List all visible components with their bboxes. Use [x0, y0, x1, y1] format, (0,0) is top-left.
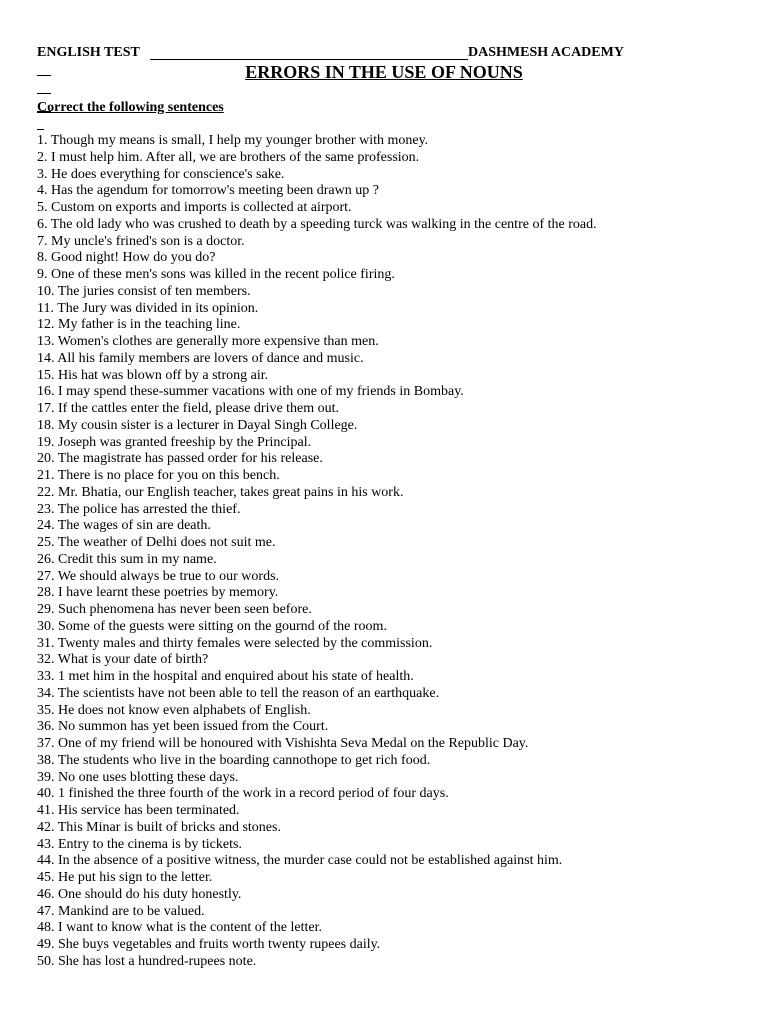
page-title: ERRORS IN THE USE OF NOUNS [245, 62, 523, 82]
sentence-item: 23. The police has arrested the thief. [37, 501, 241, 517]
sentence-item: 46. One should do his duty honestly. [37, 886, 242, 902]
sentence-item: 33. 1 met him in the hospital and enquired about his state of health. [37, 669, 414, 684]
sentence-item: 36. No summon has yet been issued from the Court. [37, 719, 329, 735]
sentence-item: 28. I have learnt these poetries by memory. [37, 585, 279, 601]
sentence-list [37, 133, 597, 971]
sentence-item: 20. The magistrate has passed order for his release. [37, 451, 323, 467]
sentence-item: 21. There is no place for you on this bench. [37, 468, 280, 483]
sentence-item: 18. My cousin sister is a lecturer in Dayal Singh College. [37, 417, 358, 433]
page-header [37, 44, 641, 62]
sentence-item: 27. We should always be true to our words. [37, 568, 280, 584]
header-subject: ENGLISH TEST [37, 45, 140, 60]
sentence-item: 11. The Jury was divided in its opinion. [37, 300, 259, 316]
sentence-item: 42. This Minar is built of bricks and stones. [37, 819, 281, 835]
sentence-item: 35. He does not know even alphabets of English. [37, 702, 311, 718]
sentence-item: 26. Credit this sum in my name. [37, 551, 217, 567]
sentence-item: 30. Some of the guests were sitting on the gournd of the room. [37, 618, 387, 634]
sentence-item: 37. One of my friend will be honoured with Vishishta Seva Medal on the Republic Day. [37, 736, 529, 751]
sentence-item: 1. Though my means is small, I help my younger brother with money. [37, 133, 429, 148]
sentence-item: 40. 1 finished the three fourth of the work in a record period of four days. [37, 786, 449, 802]
sentence-item: 7. My uncle's frined's son is a doctor. [37, 233, 245, 249]
sentence-item: 22. Mr. Bhatia, our English teacher, takes great pains in his work. [37, 484, 404, 500]
sentence-item: 31. Twenty males and thirty females were selected by the commission. [37, 635, 433, 651]
sentence-item: 10. The juries consist of ten members. [37, 283, 251, 299]
sentence-item: 34. The scientists have not been able to tell the reason of an earthquake. [37, 685, 440, 701]
sentence-item: 39. No one uses blotting these days. [37, 769, 239, 785]
instruction-heading: Correct the following sentences [37, 100, 224, 115]
sentence-item: 47. Mankind are to be valued. [37, 903, 205, 919]
sentence-item: 5. Custom on exports and imports is collected at airport. [37, 200, 352, 215]
sentence-item: 14. All his family members are lovers of dance and music. [37, 350, 364, 366]
sentence-item: 13. Women's clothes are generally more expensive than men. [37, 334, 379, 349]
sentence-item: 49. She buys vegetables and fruits worth twenty rupees daily. [37, 937, 381, 952]
sentence-item: 6. The old lady who was crushed to death by a speeding turck was walking in the centre of the road. [37, 216, 597, 232]
sentence-item: 44. In the absence of a positive witness, the murder case could not be established against him. [37, 853, 563, 869]
sentence-item: 16. I may spend these-summer vacations with one of my friends in Bombay. [37, 384, 464, 400]
sentence-item: 19. Joseph was granted freeship by the Principal. [37, 434, 312, 450]
header-underline-gap [150, 44, 468, 60]
sentence-item: 45. He put his sign to the letter. [37, 870, 213, 885]
sentence-item: 24. The wages of sin are death. [37, 518, 211, 534]
sentence-item: 17. If the cattles enter the field, please drive them out. [37, 401, 340, 416]
sentence-item: 29. Such phenomena has never been seen before. [37, 602, 312, 617]
sentence-item: 9. One of these men's sons was killed in the recent police firing. [37, 267, 395, 282]
sentence-item: 8. Good night! How do you do? [37, 250, 216, 266]
sentence-item: 15. His hat was blown off by a strong air. [37, 367, 269, 383]
header-school: DASHMESH ACADEMY [468, 45, 624, 60]
sentence-item: 48. I want to know what is the content of the letter. [37, 920, 322, 936]
sentence-item: 25. The weather of Delhi does not suit me. [37, 535, 276, 550]
sentence-item: 4. Has the agendum for tomorrow's meeting been drawn up ? [37, 183, 379, 199]
sentence-item: 32. What is your date of birth? [37, 652, 209, 668]
sentence-item: 12. My father is in the teaching line. [37, 317, 241, 333]
sentence-item: 38. The students who live in the boarding cannothope to get rich food. [37, 752, 431, 768]
sentence-item: 43. Entry to the cinema is by tickets. [37, 836, 242, 852]
sentence-item: 2. I must help him. After all, we are brothers of the same profession. [37, 149, 420, 165]
sentence-item: 3. He does everything for conscience's sake. [37, 166, 285, 182]
sentence-item: 41. His service has been terminated. [37, 803, 240, 818]
sentence-item: 50. She has lost a hundred-rupees note. [37, 953, 257, 969]
document-page [37, 0, 737, 1024]
